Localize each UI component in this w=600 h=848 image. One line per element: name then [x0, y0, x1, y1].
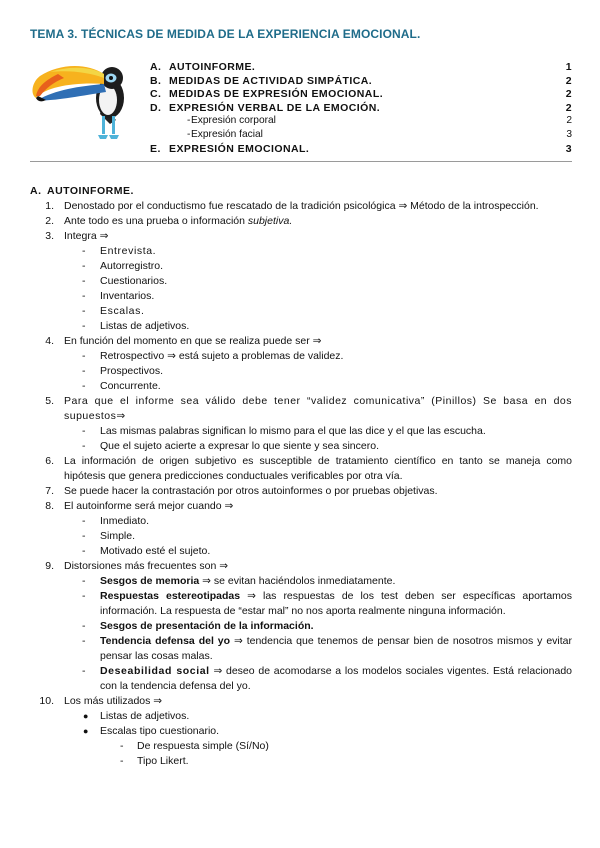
sub-list-item: - Entrevista. [82, 245, 157, 257]
list-item: 6. La información de origen subjetivo es susceptible de tratamiento científico en tanto se maneja como hipótesis que genera predicciones conductuales verificables por otra vía. [45, 455, 572, 482]
section-heading: A. AUTOINFORME. [30, 185, 134, 197]
list-item: 10. Los más utilizados ⇒ [39, 695, 163, 707]
page-title: TEMA 3. TÉCNICAS DE MEDIDA DE LA EXPERIENCIA EMOCIONAL. [30, 27, 421, 41]
bullet-item: ● Escalas tipo cuestionario. [83, 725, 220, 737]
list-item: 3. Integra ⇒ [45, 230, 109, 242]
sub-list-item: - Que el sujeto acierte a expresar lo que siente y sea sincero. [82, 440, 379, 452]
table-of-contents [150, 61, 572, 156]
list-item: 7. Se puede hacer la contrastación por otros autoinformes o por pruebas objetivas. [45, 485, 438, 497]
sub-list-item: - Sesgos de memoria ⇒ se evitan haciéndolos inmediatamente. [82, 575, 396, 587]
sub-list-item: - Deseabilidad social ⇒ deseo de acomodarse a los modelos sociales vigentes. Está relacionado con la tendencia defensa del yo. [82, 665, 573, 692]
sub-list-item: - Cuestionarios. [82, 275, 168, 287]
sub-list-item: - Respuestas estereotipadas ⇒ las respuestas de los test deben ser específicas aportamos información. La respuesta de “estar mal” no nos aporta realmente ninguna información. [82, 590, 573, 617]
sub-sub-list-item: - De respuesta simple (Sí/No) [120, 740, 269, 752]
sub-list-item: - Concurrente. [82, 380, 161, 392]
divider [30, 161, 572, 162]
toc-entry-b[interactable]: B. MEDIDAS DE ACTIVIDAD SIMPÁTICA. 2 [150, 74, 572, 87]
sub-list-item: - Autorregistro. [82, 260, 164, 272]
list-item: 4. En función del momento en que se realiza puede ser ⇒ [45, 335, 322, 347]
sub-list-item: - Escalas. [82, 305, 145, 317]
toc-entry-c[interactable]: C. MEDIDAS DE EXPRESIÓN EMOCIONAL. 2 [150, 88, 572, 101]
toc-entry-d[interactable]: D. EXPRESIÓN VERBAL DE LA EMOCIÓN. 2 [150, 101, 572, 114]
toc-entry-d-corporal[interactable]: - Expresión corporal 2 [187, 115, 572, 127]
toc-entry-d-facial[interactable]: - Expresión facial 3 [187, 128, 572, 140]
sub-list-item: - Motivado esté el sujeto. [82, 545, 211, 557]
sub-list-item: - Tendencia defensa del yo ⇒ tendencia que tenemos de pensar bien de nosotros mismos y evitar pensar las cosas malas. [82, 635, 572, 662]
list-item: 8. El autoinforme será mejor cuando ⇒ [45, 500, 234, 512]
list-item: 9. Distorsiones más frecuentes son ⇒ [45, 560, 229, 572]
sub-list-item: - Simple. [82, 530, 136, 542]
sub-list-item: - Prospectivos. [82, 365, 164, 377]
sub-list-item: - Sesgos de presentación de la información. [82, 620, 314, 632]
toc-entry-a[interactable]: A. AUTOINFORME. 1 [150, 61, 572, 73]
list-item: 1. Denostado por el conductismo fue rescatado de la tradición psicológica ⇒ Método de la introspección. [45, 200, 539, 212]
document-body [30, 184, 572, 769]
toucan-illustration [28, 56, 140, 148]
sub-sub-list-item: - Tipo Likert. [120, 755, 189, 767]
sub-list-item: - Las mismas palabras significan lo mismo para el que las dice y el que las escucha. [82, 425, 486, 437]
toc-entry-e[interactable]: E. EXPRESIÓN EMOCIONAL. 3 [150, 142, 572, 155]
sub-list-item: - Listas de adjetivos. [82, 320, 190, 332]
sub-list-item: - Retrospectivo ⇒ está sujeto a problemas de validez. [82, 350, 344, 362]
list-item: 5. Para que el informe sea válido debe tener “validez comunicativa” (Pinillos) Se basa en dos supuestos⇒ [45, 395, 572, 422]
list-item: 2. Ante todo es una prueba o información subjetiva. [45, 215, 293, 227]
sub-list-item: - Inmediato. [82, 515, 150, 527]
bullet-item: ● Listas de adjetivos. [83, 710, 190, 722]
sub-list-item: - Inventarios. [82, 290, 155, 302]
